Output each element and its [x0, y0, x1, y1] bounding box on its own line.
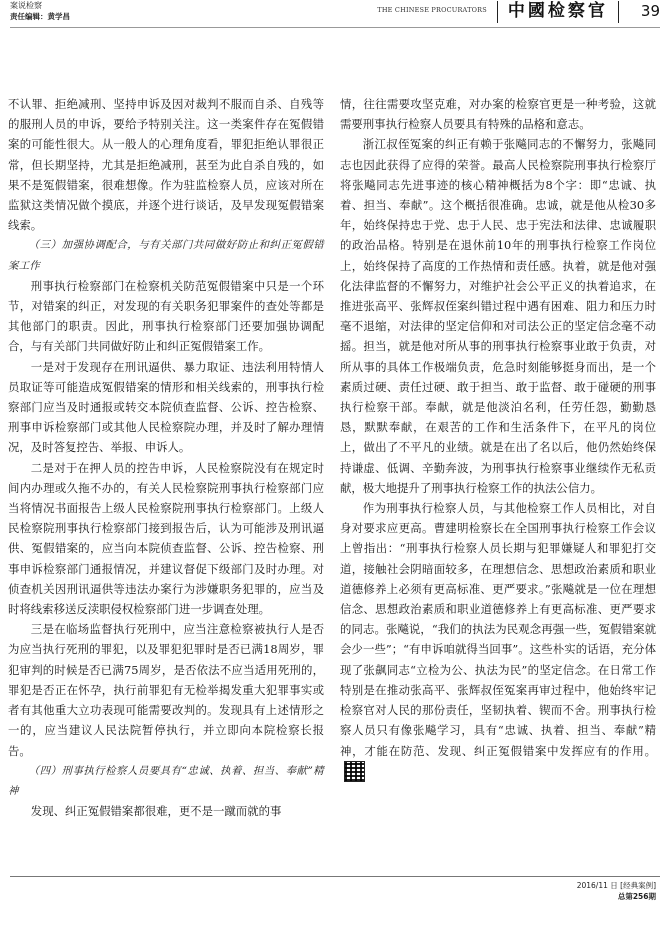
section-title: 案说检察 — [10, 1, 42, 10]
publication-en: THE CHINESE PROCURATORS — [377, 6, 487, 14]
page-number: 39 — [640, 2, 660, 20]
paragraph: 刑事执行检察部门在检察机关防范冤假错案中只是一个环节，对错案的纠正，对发现的有关职务犯罪案件的查处等都是其他部门的职责。因此，刑事执行检察部门还要加强协调配合，与有关部门共同做好防止和纠正冤假错案工作。 — [8, 278, 324, 354]
subheading: （四）刑事执行检察人员要具有“忠诚、执着、担当、奉献”精神 — [8, 764, 324, 797]
paragraph: 情，往往需要攻坚克难，对办案的检察官更是一种考验，这就需要刑事执行检察人员要具有特殊的品格和意志。 — [340, 97, 656, 132]
publication-logo: 中國检察官 — [507, 1, 608, 21]
footer — [577, 880, 656, 902]
header-rule — [10, 27, 660, 28]
paragraph: 不认罪、拒绝减刑、坚持申诉及因对裁判不服而自杀、自残等的服刑人员的申诉，要给予特别关注。这一类案件存在冤假错案的可能性很大。从一般人的心理角度看，罪犯拒绝认罪很正常，但长期坚持，尤其是拒绝减刑，甚至为此自杀自残的，如果不是冤假错案，很难想像。作为驻监检察人员，应该对所在监狱这类情况做个摸底，并逐个进行谈话，及早发现冤假错案线索。 — [8, 97, 324, 233]
paragraph: 浙江叔侄冤案的纠正有赖于张飚同志的不懈努力，张飚同志也因此获得了应得的荣誉。最高人民检察院刑事执行检察厅将张飚同志先进事迹的核心精神概括为8个字：即“忠诚、执着、担当、奉献”。这个概括很准确。忠诚，就是他从检30多年，始终保持忠于党、忠于人民、忠于宪法和法律、忠诚履职的政治品格。特别是在退休前10年的刑事执行检察工作岗位上，始终保持了高度的工作热情和责任感。执着，就是他对强化法律监督的不懈努力，对维护社会公平正义的执着追求，在推进张高平、张辉叔侄案纠错过程中遇有困难、阻力和压力时毫不退缩，对法律的坚定信仰和对司法公正的坚定信念毫不动摇。担当，就是他对所从事的刑事执行检察事业敢于负责，对所从事的具体工作极端负责，危急时刻能够挺身而出，是一个素质过硬、责任过硬、敢于担当、敢于监督、敢于碰硬的刑事执行检察干部。奉献，就是他淡泊名利，任劳任怨，勤勤恳恳，默默奉献，在艰苦的工作和生活条件下，在平凡的岗位上，做出了不平凡的业绩。就是在出了名以后，他仍然始终保持谦虚、低调、辛勤奔波，为刑事执行检察事业继续作无私贡献，极大地提升了刑事执行检察工作的执法公信力。 — [340, 137, 656, 495]
total-issue: 总第256期 — [617, 892, 656, 901]
divider — [497, 1, 498, 23]
paragraph: 作为刑事执行检察人员，与其他检察工作人员相比，对自身对要求应更高。曹建明检察长在全国刑事执行检察工作会议上曾指出：“刑事执行检察人员长期与犯罪嫌疑人和罪犯打交道，接触社会阴暗面较多，在理想信念、思想政治素质和职业道德修养上必须有更高标准、更严要求。”张飚就是一位在理想信念、思想政治素质和职业道德修养上有更高标准、更严要求的同志。张飚说，“我们的执法为民观念再强一些，冤假错案就会少一些”；“有申诉咱就得当回事”。这些朴实的话语，充分体现了张飙同志“立检为公、执法为民”的坚定信念。在日常工作特别是在推动张高平、张辉叔侄冤案再审过程中，他始终牢记检察官对人民的那份责任，坚韧执着、锲而不舍。刑事执行检察人员只有像张飚学习，具有“忠诚、执着、担当、奉献”精神，才能在防范、发现、纠正冤假错案中发挥应有的作用。 — [340, 498, 656, 782]
right-column — [340, 94, 656, 782]
issue-info: 2016/11 日 [经典案例] — [576, 881, 656, 890]
qr-code-icon — [344, 761, 365, 782]
paragraph: 发现、纠正冤假错案都很难，更不是一蹴而就的事 — [30, 804, 282, 819]
subheading: （三）加强协调配合，与有关部门共同做好防止和纠正冤假错案工作 — [8, 239, 324, 272]
section-header — [10, 0, 70, 22]
left-column — [8, 94, 324, 821]
footer-rule — [10, 876, 660, 877]
editor-credit: 责任编辑：黄学昌 — [10, 12, 70, 21]
paragraph: 三是在临场监督执行死刑中，应当注意检察被执行人是否为应当执行死刑的罪犯，以及罪犯犯罪时是否已满18周岁，罪犯审判的时候是否已满75周岁，是否依法不应当适用死刑的，罪犯是否正在怀孕，执行前罪犯有无检举揭发重大犯罪事实或者有其他重大立功表现可能需要改判的。发现具有上述情形之一的，应当建议人民法院暂停执行，并立即向本院检察长报告。 — [8, 622, 324, 758]
paragraph: 一是对于发现存在刑讯逼供、暴力取证、违法利用特情人员取证等可能造成冤假错案的情形和相关线索的，刑事执行检察部门应当及时通报或转交本院侦查监督、公诉、控告检察、刑事申诉检察部门或其他人民检察院办理，并及时了解办理情况，及时答复控告、举报、申诉人。 — [8, 359, 324, 455]
paragraph: 二是对于在押人员的控告申诉，人民检察院没有在规定时间内办理或久拖不办的，有关人民检察院刑事执行检察部门应当将情况书面报告上级人民检察院刑事执行检察部门。上级人民检察院刑事执行检察部门接到报告后，认为可能涉及刑讯逼供、冤假错案的，应当向本院侦查监督、公诉、控告检察、刑事申诉检察部门通报情况，并建议督促下级部门及时办理。对侦查机关因刑讯逼供等违法办案行为涉嫌职务犯罪的，应当及时将线索移送反渎职侵权检察部门进一步调查处理。 — [8, 460, 324, 617]
masthead — [377, 0, 670, 24]
divider — [618, 1, 619, 23]
